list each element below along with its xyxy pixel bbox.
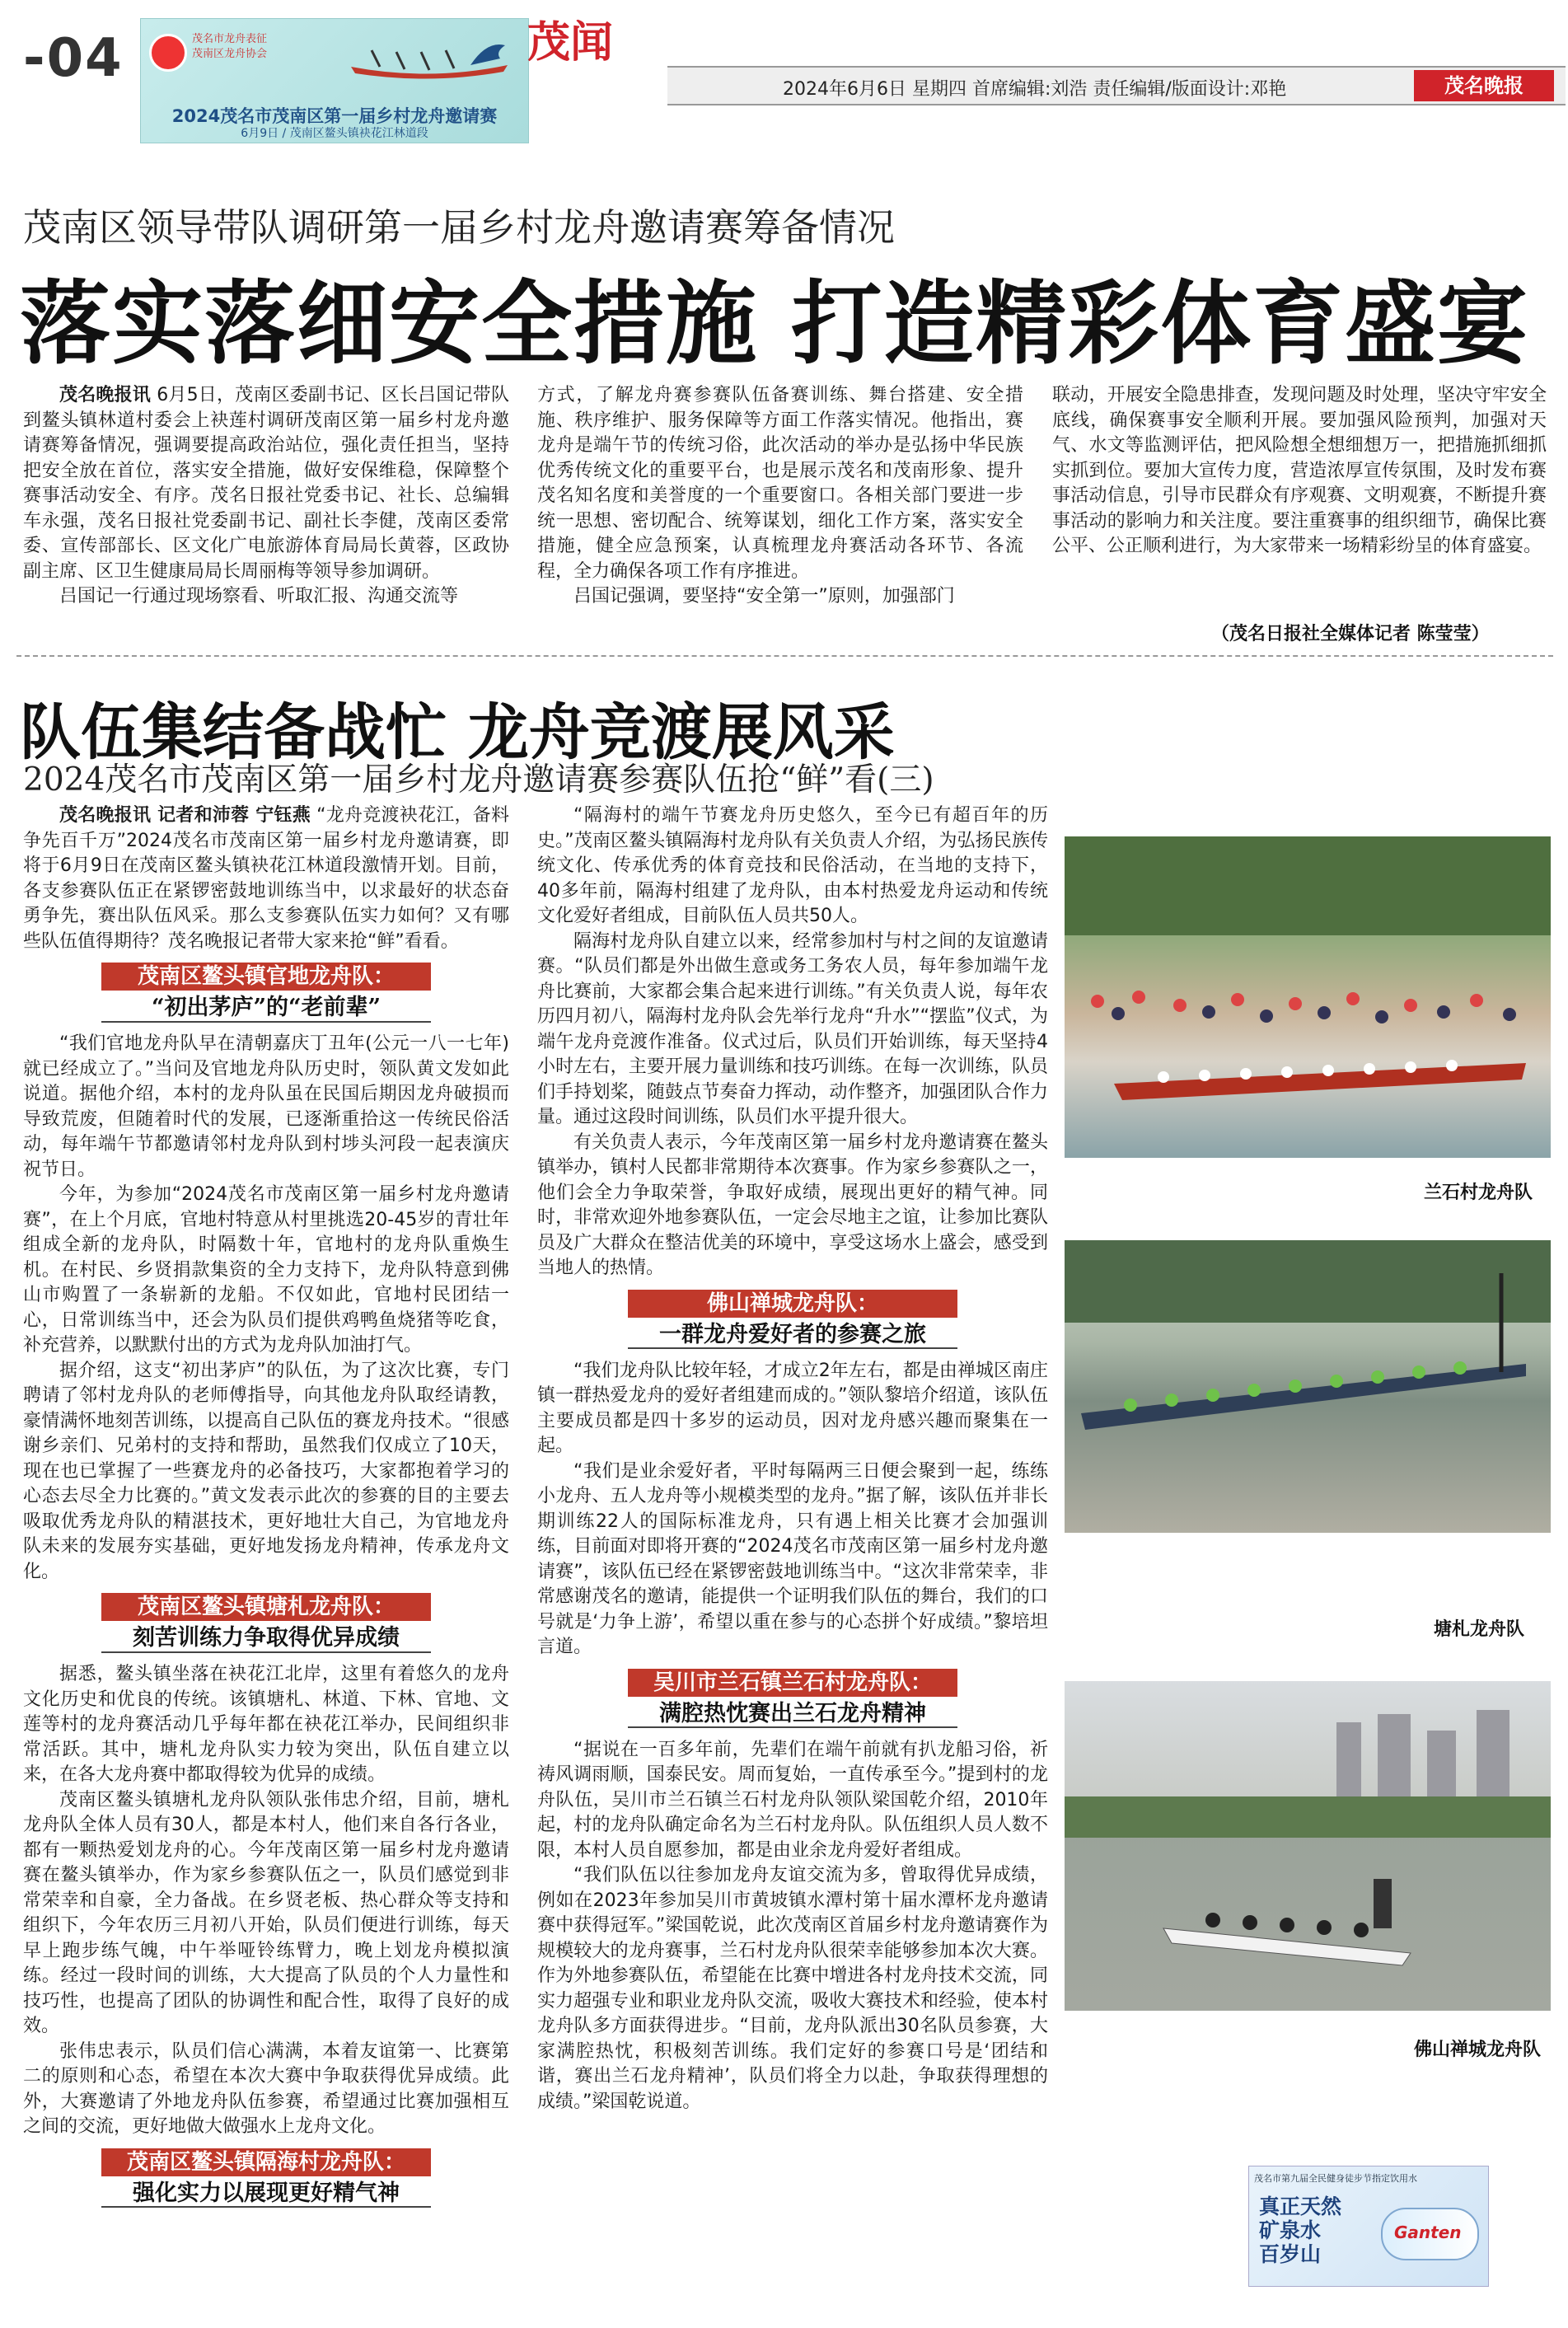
photo-chancheng-team	[1065, 1681, 1551, 2011]
caption-lanshi: 兰石村龙舟队	[1423, 1183, 1533, 1203]
article2-column-2: “隔海村的端午节赛龙舟历史悠久，至今已有超百年的历史。”茂南区鳌头镇隔海村龙舟队有关负责人介绍，为弘扬民族传统文化、传承优秀的体育竞技和民俗活动，在当地的支持下，40多年前，隔海村组建了龙舟队，由本村热爱龙舟运动和传统文化爱好者组成，目前队伍人员共50人。 隔海村龙舟队自建立以来，经常参加村与村之间的友谊邀请赛。“队员们都是外出做生意或务工务农人员，每年参加端午龙舟比赛前，大家都会集合起来进行训练。”有关负责人说，每年农历四月初八，隔海村龙舟队会先举行龙舟“升水”“摆监”仪式，为端午龙舟竞渡作准备。仪式过后，队员们开始训练，每天坚持4小时左右，主要开展力量训练和技巧训练。在每一次训练，队员们手持划桨，随鼓点节奏奋力挥动，动作整齐，加强团队合作力量。通过这段时间训练，队员们水平提升很大。 有关负责人表示，今年茂南区第一届乡村龙舟邀请赛在鳌头镇举办，镇村人民都非常期待本次赛事。作为家乡参赛队之一，他们会全力争取荣誉，争取好成绩，展现出更好的精气神。同时，非常欢迎外地参赛队伍，一定会尽地主之谊，让参加比赛队员及广大群众在整洁优美的环境中，享受这场水上盛会，感受到当地人的热情。 佛山禅城龙舟队： 一群龙舟爱好者的参赛之旅 “我们龙舟队比较年轻，才成立2年左右，都是由禅城区南庄镇一群热爱龙舟的爱好者组建而成的。”领队黎培介绍道，该队伍主要成员都是四十多岁的运动员，因对龙舟感兴趣而聚集在一起。 “我们是业余爱好者，平时每隔两三日便会聚到一起，练练小龙舟、五人龙舟等小规模类型的龙舟。”据了解，该队伍并非长期训练22人的国际标准龙舟，只有遇上相关比赛才会加强训练，目前面对即将开赛的“2024茂名市茂南区第一届乡村龙舟邀请赛”，该队伍已经在紧锣密鼓地训练当中。“这次非常荣幸，非常感谢茂名的邀请，能提供一个证明我们队伍的舞台，我们的口号就是‘力争上游’，希望以重在参与的心态拼个好成绩。”黎培坦言道。 吴川市兰石镇兰石村龙舟队： 满腔热忱赛出兰石龙舟精神 “据说在一百多年前，先辈们在端午前就有扒龙船习俗，祈祷风调雨顺，国泰民安。周而复始，一直传承至今。”提到村的龙舟队伍，吴川市兰石镇兰石村龙舟队领队梁国乾介绍，2010年起，村的龙舟队确定命名为兰石村龙舟队。队伍组织人员人数不限，本村人员自愿参加，都是由业余龙舟爱好者组成。 “我们队伍以往参加龙舟友谊交流为多，曾取得优异成绩，例如在2023年参加吴川市黄坡镇水潭村第十届水潭杯龙舟邀请赛中获得冠军。”梁国乾说，此次茂南区首届乡村龙舟邀请赛作为规模较大的龙舟赛事，兰石村龙舟队很荣幸能够参加本次大赛。作为外地参赛队伍，希望能在比赛中增进各村龙舟技术交流，同实力超强专业和职业龙舟队交流，吸收大赛技术和经验，使本村龙舟队多方面获得进步。“目前，龙舟队派出30名队员参赛，大家满腔热忱，积极刻苦训练。我们定好的参赛口号是‘团结和谐，赛出兰石龙舟精神’，队员们将全力以赴，争取获得理想的成绩。”梁国乾说道。	[537, 805, 1048, 2112]
photo-lanshi-team	[1065, 836, 1551, 1158]
caption-tangzha: 塘札龙舟队	[1433, 1619, 1524, 1640]
page-info-text: 2024年6月6日 星期四 首席编辑:刘浩 责任编辑/版面设计:邓艳	[783, 79, 1287, 100]
article1-headline: 落实落细安全措施 打造精彩体育盛宴	[20, 271, 1530, 377]
article2-column-1: 茂名晚报讯 记者和沛蓉 宁钰燕 “龙舟竞渡袂花江，备料争先百千万”2024茂名市茂南区第一届乡村龙舟邀请赛，即将于6月9日在茂南区鳌头镇袂花江林道段激情开划。目前，各支参赛队伍正在紧锣密鼓地训练当中，以求最好的状态奋勇争先，赛出队伍风采。那么支参赛队伍实力如何？又有哪些队伍值得期待？茂名晚报记者带大家来抢“鲜”看看。 茂南区鳌头镇官地龙舟队： “初出茅庐”的“老前辈” “我们官地龙舟队早在清朝嘉庆丁丑年(公元一八一七年)就已经成立了。”当问及官地龙舟队历史时，领队黄文发如此说道。据他介绍，本村的龙舟队虽在民国后期因龙舟破损而导致荒废，但随着时代的发展，已逐渐重拾这一传统民俗活动，每年端午节都邀请邻村龙舟队到村埗头河段一起表演庆祝节日。 今年，为参加“2024茂名市茂南区第一届乡村龙舟邀请赛”，在上个月底，官地村特意从村里挑选20-45岁的青壮年组成全新的龙舟队，时隔数十年，官地村的龙舟队重焕生机。在村民、乡贤捐款集资的全力支持下，龙舟队特意到佛山市购置了一条崭新的龙船。不仅如此，官地村民团结一心，日常训练当中，还会为队员们提供鸡鸭鱼烧猪等吃食，补充营养，以默默付出的方式为龙舟队加油打气。 据介绍，这支“初出茅庐”的队伍，为了这次比赛，专门聘请了邻村龙舟队的老师傅指导，向其他龙舟队取经请教，豪情满怀地刻苦训练，以提高自己队伍的赛龙舟技术。“很感谢乡亲们、兄弟村的支持和帮助，虽然我们仅成立了10天，现在也已掌握了一些赛龙舟的必备技巧，大家都抱着学习的心态去尽全力比赛的。”黄文发表示此次的参赛的目的主要去吸取优秀龙舟队的精湛技术，更好地壮大自己，为官地龙舟队未来的发展夯实基础，更好地发扬龙舟精神，传承龙舟文化。 茂南区鳌头镇塘札龙舟队： 刻苦训练力争取得优异成绩 据悉，鳌头镇坐落在袂花江北岸，这里有着悠久的龙舟文化历史和优良的传统。该镇塘札、林道、下林、官地、文莲等村的龙舟赛活动几乎每年都在袂花江举办，民间组织非常活跃。其中，塘札龙舟队实力较为突出，队伍自建立以来，在各大龙舟赛中都取得较为优异的成绩。 茂南区鳌头镇塘札龙舟队领队张伟忠介绍，目前，塘札龙舟队全体人员有30人，都是本村人，他们来自各行各业，都有一颗热爱划龙舟的心。今年茂南区第一届乡村龙舟邀请赛在鳌头镇举办，作为家乡参赛队伍之一，队员们感觉到非常荣幸和自豪，全力备战。在乡贤老板、热心群众等支持和组织下，今年农历三月初八开始，队员们便进行训练，每天早上跑步练气魄，中午举哑铃练臂力，晚上划龙舟模拟演练。经过一段时间的训练，大大提高了队员的个人力量性和技巧性，也提高了团队的协调性和配合性，取得了良好的成效。 张伟忠表示，队员们信心满满，本着友谊第一、比赛第二的原则和心态，希望在本次大赛中争取获得优异成绩。此外，大赛邀请了外地龙舟队伍参赛，希望通过比赛加强相互之间的交流，更好地做大做强水上龙舟文化。 茂南区鳌头镇隔海村龙舟队： 强化实力以展现更好精气神	[23, 803, 509, 2218]
caption-chancheng: 佛山禅城龙舟队	[1413, 2040, 1541, 2060]
page-info-bar	[667, 66, 1566, 105]
team4-subtitle: 佛山禅城龙舟队： 一群龙舟爱好者的参赛之旅	[537, 1286, 1048, 1354]
water-bottle-icon: Ganten	[1381, 2208, 1479, 2260]
article1-column-3: 联动，开展安全隐患排查，发现问题及时处理，坚决守牢安全底线，确保赛事安全顺利开展。要加强风险预判，加强对天气、水文等监测评估，把风险想全想细想万一，把措施抓细抓实抓到位。要加大宣传力度，营造浓厚宣传氛围，及时发布赛事活动信息，引导市民群众有序观赛、文明观赛，不断提升赛事活动的影响力和关注度。要注重赛事的组织细节，确保比赛公平、公正顺利进行，为大家带来一场精彩纷呈的体育盛宴。	[1052, 385, 1547, 556]
event-logo-icon	[149, 34, 187, 72]
photo-tangzha-team	[1065, 1240, 1551, 1533]
section-title: 茂闻	[527, 17, 614, 68]
banner-title: 2024茂名市茂南区第一届乡村龙舟邀请赛	[171, 106, 498, 126]
team3-subtitle: 茂南区鳌头镇隔海村龙舟队： 强化实力以展现更好精气神	[23, 2145, 509, 2213]
article1-credit: （茂名日报社全媒体记者 陈莹莹）	[1211, 624, 1490, 644]
newspaper-brand-logo: 茂名晚报	[1414, 70, 1554, 101]
team1-subtitle: 茂南区鳌头镇官地龙舟队： “初出茅庐”的“老前辈”	[23, 959, 509, 1027]
article2-subhead: 2024茂名市茂南区第一届乡村龙舟邀请赛参赛队伍抢“鲜”看(三)	[23, 761, 934, 799]
mineral-water-ad: 茂名市第九届全民健身徒步节指定饮用水 真正天然 矿泉水 百岁山 Ganten	[1248, 2166, 1489, 2287]
banner-subtitle: 6月9日 / 茂南区鳌头镇袂花江林道段	[241, 127, 428, 140]
rowing-boat-illustration	[1065, 1240, 1551, 1533]
article1-dateline: 茂名晚报讯	[59, 385, 151, 405]
page-number: -04	[23, 28, 124, 89]
article1-column-1: 茂名晚报讯 6月5日，茂南区委副书记、区长吕国记带队到鳌头镇林道村委会上袂莲村调研茂南区第一届乡村龙舟邀请赛筹备情况，强调要提高政治站位，强化责任担当，坚持把安全放在首位，落实安全措施，做好安保维稳，保障整个赛事活动安全、有序。茂名日报社党委书记、社长、总编辑车永强，茂名日报社党委副书记、副社长李健，茂南区委常委、宣传部部长、区文化广电旅游体育局局长黄蓉，区政协副主席、区卫生健康局局长周丽梅等领导参加调研。 吕国记一行通过现场察看、听取汇报、沟通交流等	[23, 385, 509, 607]
small-boat-illustration	[1065, 1681, 1551, 2011]
team2-subtitle: 茂南区鳌头镇塘札龙舟队： 刻苦训练力争取得优异成绩	[23, 1590, 509, 1657]
ad-slogan: 真正天然 矿泉水 百岁山	[1259, 2195, 1342, 2266]
crowd-boat-illustration	[1065, 836, 1551, 1158]
section-divider	[16, 655, 1553, 657]
banner-small-text: 茂名市龙舟表征 茂南区龙舟协会	[192, 33, 268, 60]
dragon-boat-icon	[347, 34, 512, 83]
event-banner	[140, 18, 529, 143]
article1-subhead: 茂南区领导带队调研第一届乡村龙舟邀请赛筹备情况	[23, 205, 895, 250]
article2-headline: 队伍集结备战忙 龙舟竞渡展风采	[20, 697, 895, 768]
article1-column-2: 方式，了解龙舟赛参赛队伍备赛训练、舞台搭建、安全措施、秩序维护、服务保障等方面工作落实情况。他指出，赛龙舟是端午节的传统习俗，此次活动的举办是弘扬中华民族优秀传统文化的重要平台，也是展示茂名和茂南形象、提升茂名知名度和美誉度的一个重要窗口。各相关部门要进一步统一思想、密切配合、统筹谋划，细化工作方案，落实安全措施，健全应急预案，认真梳理龙舟赛活动各环节、各流程，全力确保各项工作有序推进。 吕国记强调，要坚持“安全第一”原则，加强部门	[537, 385, 1023, 607]
team5-subtitle: 吴川市兰石镇兰石村龙舟队： 满腔热忱赛出兰石龙舟精神	[537, 1665, 1048, 1733]
